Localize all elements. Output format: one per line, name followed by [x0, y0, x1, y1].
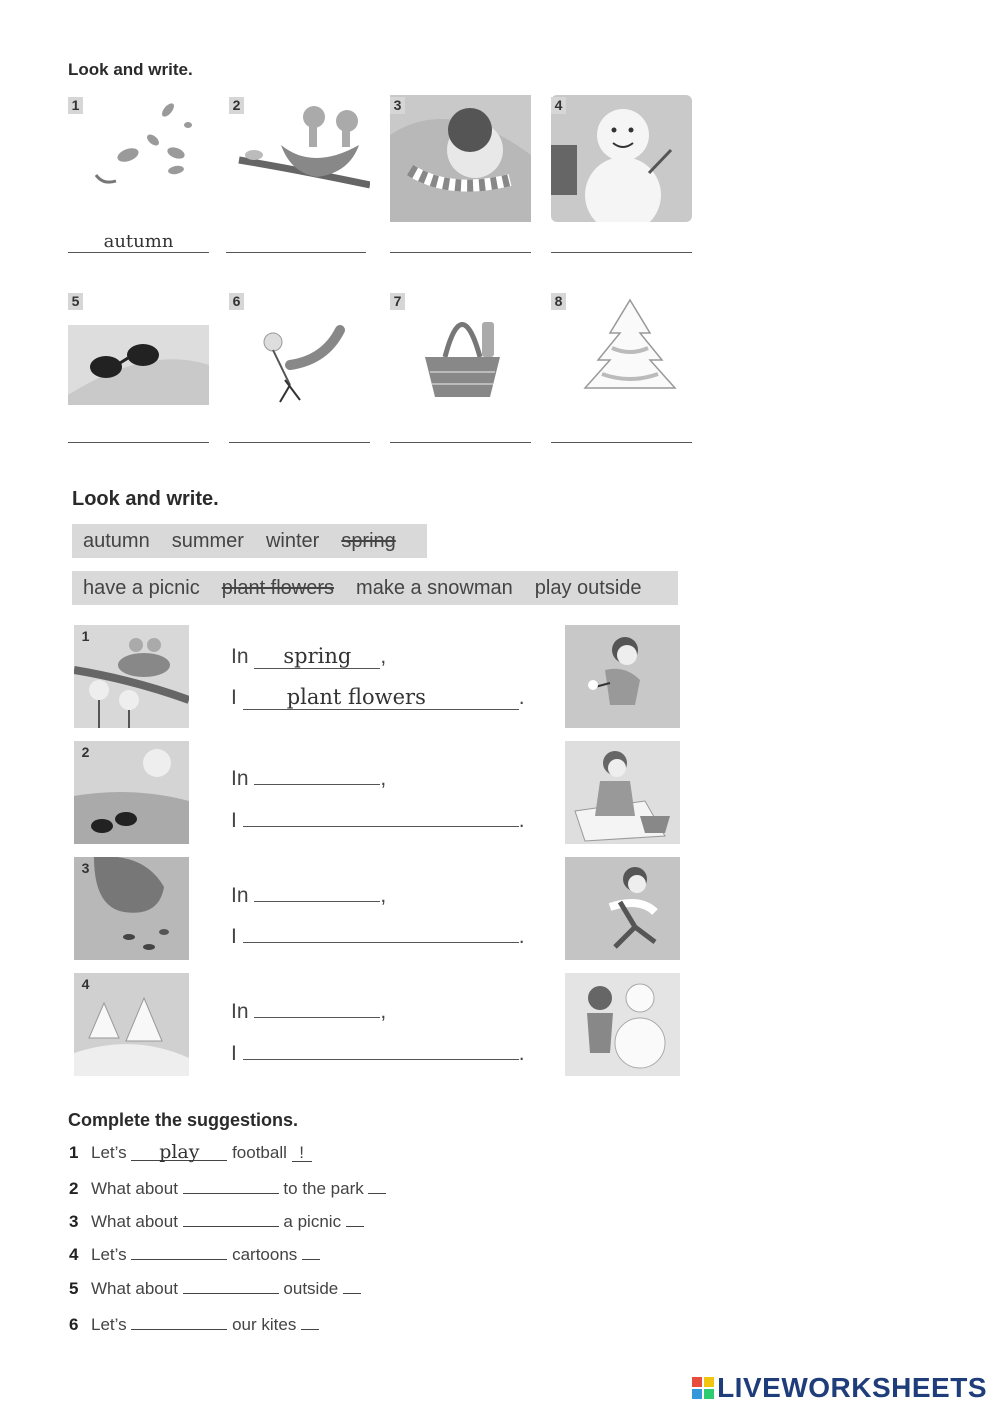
section1-title: Look and write. — [68, 60, 193, 79]
answer-line[interactable] — [551, 232, 692, 253]
item-number: 3 — [390, 97, 405, 114]
word-have-a-picnic: have a picnic — [83, 576, 200, 599]
punctuation-blank[interactable] — [302, 1243, 320, 1260]
sentence-i: I . — [231, 1035, 525, 1066]
word-plant-flowers: plant flowers — [221, 576, 335, 599]
word-autumn: autumn — [83, 529, 150, 552]
suggestion-blank[interactable] — [131, 1243, 227, 1260]
suggestion-item: 6 Let’s our kites — [69, 1313, 319, 1335]
girl-picnic-picture — [565, 741, 680, 844]
activity-blank[interactable] — [243, 802, 519, 827]
girl-planting-picture — [565, 625, 680, 728]
season-blank[interactable] — [254, 993, 380, 1018]
falling-leaves-icon — [68, 95, 209, 222]
boy-running-picture — [565, 857, 680, 960]
sentence-in: In , — [231, 760, 386, 791]
season-blank[interactable]: spring — [254, 644, 380, 669]
item-number: 1 — [68, 97, 83, 114]
answer-line[interactable]: autumn — [68, 232, 209, 253]
liveworksheets-logo: LIVEWORKSHEETS — [692, 1372, 987, 1404]
girl-snowman-picture — [565, 973, 680, 1076]
row-number: 2 — [81, 744, 90, 760]
season-blank[interactable] — [254, 877, 380, 902]
item-number: 5 — [68, 293, 83, 310]
suggestion-item: 4 Let’s cartoons — [69, 1243, 320, 1265]
sunglasses-icon — [68, 325, 209, 405]
word-make-a-snowman: make a snowman — [356, 576, 513, 599]
season-word-bank — [72, 524, 427, 558]
word-spring: spring — [341, 529, 396, 552]
suggestion-blank[interactable] — [183, 1277, 279, 1294]
punctuation-blank[interactable] — [368, 1177, 386, 1194]
item-number: 8 — [551, 293, 566, 310]
item-number: 4 — [551, 97, 566, 114]
answer-line[interactable] — [226, 232, 366, 253]
word-summer: summer — [171, 529, 244, 552]
suggestion-item: 3 What about a picnic — [69, 1210, 364, 1232]
activity-blank[interactable]: plant flowers — [243, 685, 519, 710]
row-number: 1 — [81, 628, 90, 644]
sentence-i: I . — [231, 918, 525, 949]
answer-line[interactable] — [68, 422, 209, 443]
punctuation-blank[interactable] — [301, 1313, 319, 1330]
item-number: 2 — [229, 97, 244, 114]
row-number: 4 — [81, 976, 90, 992]
answer-line[interactable] — [390, 422, 531, 443]
punctuation-blank[interactable] — [343, 1277, 361, 1294]
suggestion-item: 2 What about to the park — [69, 1177, 386, 1199]
sentence-in: In spring , — [231, 644, 387, 668]
suggestion-item: 1 Let’s play football ! — [69, 1143, 312, 1165]
punctuation-blank[interactable]: ! — [292, 1145, 312, 1162]
activity-word-bank — [72, 571, 678, 605]
season-blank[interactable] — [254, 760, 380, 785]
answer-line[interactable] — [229, 422, 370, 443]
picnic-basket-icon — [420, 302, 505, 402]
item-number: 7 — [390, 293, 405, 310]
word-play-outside: play outside — [534, 576, 642, 599]
suggestion-blank[interactable] — [183, 1210, 279, 1227]
boy-scarf-icon — [390, 95, 531, 222]
sentence-i: I plant flowers . — [231, 685, 525, 709]
sentence-in: In , — [231, 993, 386, 1024]
item-number: 6 — [229, 293, 244, 310]
activity-blank[interactable] — [243, 918, 519, 943]
sentence-in: In , — [231, 877, 386, 908]
section2-title: Look and write. — [72, 488, 219, 510]
answer-line[interactable] — [390, 232, 531, 253]
row-number: 3 — [81, 860, 90, 876]
suggestion-blank[interactable] — [183, 1177, 279, 1194]
word-winter: winter — [265, 529, 320, 552]
section3-title: Complete the suggestions. — [68, 1110, 299, 1130]
punctuation-blank[interactable] — [346, 1210, 364, 1227]
suggestion-blank[interactable]: play — [131, 1144, 227, 1161]
activity-blank[interactable] — [243, 1035, 519, 1060]
logo-grid-icon — [692, 1374, 714, 1396]
sentence-i: I . — [231, 802, 525, 833]
answer-line[interactable] — [551, 422, 692, 443]
snowy-tree-icon — [580, 298, 680, 398]
flower-trowel-icon — [245, 320, 355, 405]
suggestion-item: 5 What about outside — [69, 1277, 361, 1299]
bird-nest-icon — [229, 95, 370, 222]
snowman-icon — [551, 95, 692, 222]
suggestion-blank[interactable] — [131, 1313, 227, 1330]
